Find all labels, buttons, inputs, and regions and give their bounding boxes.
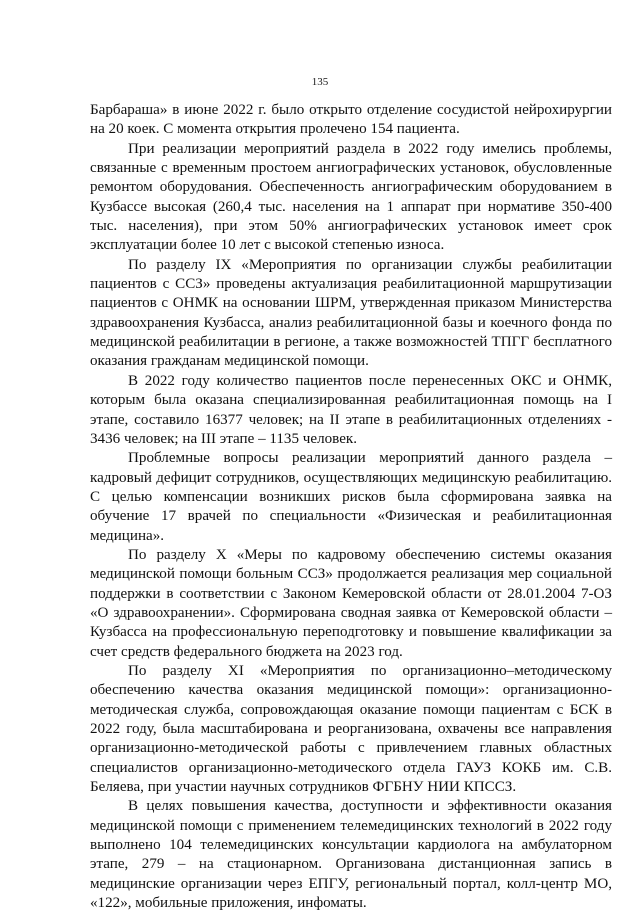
paragraph-section-x-staffing: По разделу X «Меры по кадровому обеспечению системы оказания медицинской помощи больным ССЗ» продолжается реализация мер социальной поддержки в соответствии с Законом Кемеровской области от 28.01.2004 7-ОЗ «О здравоохранении». Сформирована сводная заявка от Кемеровской области – Кузбасса на профессиональную переподготовку и повышение квалификации за счет средств федерального бюджета на 2023 год. <box>90 546 612 660</box>
page-number: 135 <box>311 76 329 88</box>
document-body <box>90 101 612 913</box>
paragraph-staff-shortage: Проблемные вопросы реализации мероприятий данного раздела – кадровый дефицит сотрудников, осуществляющих медицинскую реабилитацию. С целью компенсации возникших рисков была сформирована заявка на обучение 17 врачей по специальности «Физическая и реабилитационная медицина». <box>90 450 612 544</box>
paragraph-rehabilitation-stats: В 2022 году количество пациентов после перенесенных ОКС и ОНМК, которым была оказана специализированная реабилитационная помощь на I этапе, составило 16377 человек; на II этапе в реабилитационных отделениях - 3436 человек; на III этапе – 1135 человек. <box>90 372 612 447</box>
paragraph-angiography-problems: При реализации мероприятий раздела в 2022 году имелись проблемы, связанные с временным простоем ангиографических установок, обусловленные ремонтом оборудования. Обеспеченность ангиографическим оборудованием в Кузбассе высокая (260,4 тыс. населения на 1 аппарат при нормативе 350-400 тыс. населения), при этом 50% ангиографических установок имеет срок эксплуатации более 10 лет с высокой степенью износа. <box>90 140 612 254</box>
paragraph-telemedicine: В целях повышения качества, доступности и эффективности оказания медицинской помощи с применением телемедицинских технологий в 2022 году выполнено 104 телемедицинских консультации кардиолога на амбулаторном этапе, 279 – на стационарном. Организована дистанционная запись в медицинские организации через ЕПГУ, региональный портал, колл-центр МО, «122», мобильные приложения, инфоматы. <box>90 798 612 912</box>
paragraph-continuation: Барбараша» в июне 2022 г. было открыто отделение сосудистой нейрохирургии на 20 коек. С момента открытия пролечено 154 пациента. <box>90 102 612 138</box>
paragraph-section-ix-rehabilitation: По разделу IX «Мероприятия по организации службы реабилитации пациентов с ССЗ» проведены актуализация реабилитационной маршрутизации пациентов с ОНМК на основании ШРМ, утвержденная приказом Министерства здравоохранения Кузбасса, анализ реабилитационной базы и коечного фонда по медицинской реабилитации в регионе, а также возможностей ТПГГ бесплатного оказания гражданам медицинской помощи. <box>90 256 612 370</box>
paragraph-section-xi-methodology: По разделу XI «Мероприятия по организационно–методическому обеспечению качества оказания медицинской помощи»: организационно-методическая служба, сопровождающая оказание помощи пациентам с БСК в 2022 году, была масштабирована и реорганизована, охвачены все направления организационно-методической работы с привлечением главных областных специалистов организационно-методического отдела ГАУЗ КОКБ им. С.В. Беляева, при участии научных сотрудников ФГБНУ НИИ КПССЗ. <box>90 662 612 796</box>
